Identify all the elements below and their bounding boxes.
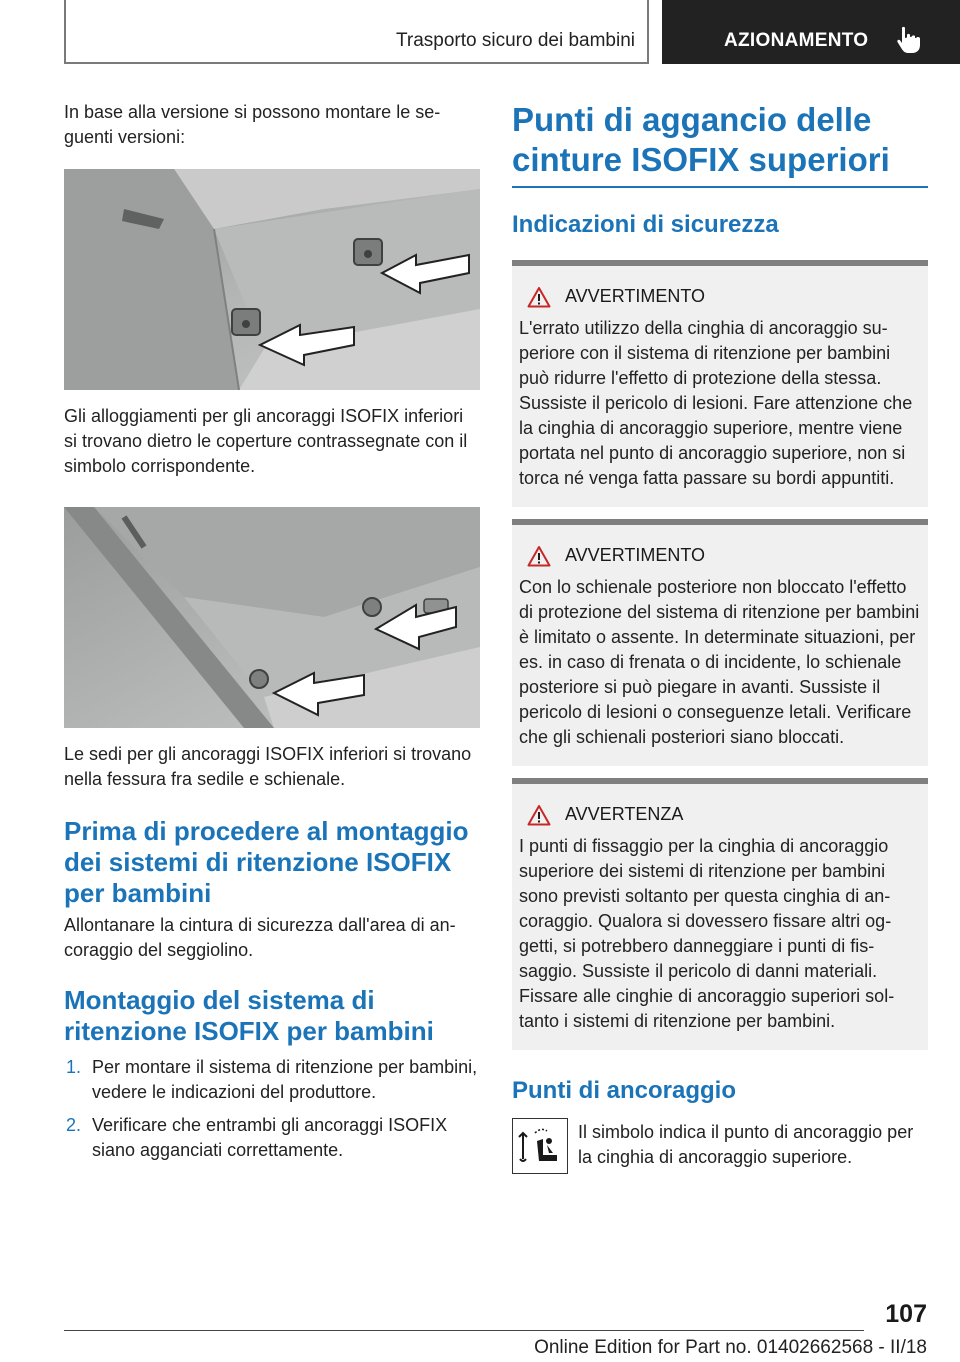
isofix-covers-photo [64, 169, 480, 390]
step-number: 2. [66, 1115, 82, 1135]
warning-label: AVVERTIMENTO [565, 545, 706, 565]
left-column [64, 100, 480, 1171]
isofix-gap-photo [64, 507, 480, 728]
isofix-anchor-symbol-icon [512, 1118, 568, 1174]
notice-label: AVVERTENZA [565, 804, 684, 824]
edition-note: Online Edition for Part no. 01402662568 - II/18 [534, 1337, 927, 1358]
intro-paragraph: In base alla versione si possono montare le seguenti versioni: [64, 102, 441, 147]
page-title: Punti di aggancio delle cinture ISOFIX superiori [512, 101, 890, 178]
warning-box [512, 519, 928, 766]
step-item [64, 1055, 480, 1105]
step-item [64, 1113, 480, 1163]
warning-title [527, 545, 921, 567]
warning-text: Con lo schienale posteriore non bloccato l'effetto di protezione del sistema di ritenzione per bambini è limitato o assente. In determinate situazioni, per es. in caso di frenata o di incidente, lo schienale posteriore si può piegare in avanti. Sussiste il pericolo di lesioni o conseguenze letali. Verificare che gli schienali posteriori siano bloccati. [519, 576, 920, 747]
pointing-hand-icon [896, 26, 922, 54]
caption-covers: Gli alloggiamenti per gli ancoraggi ISOFIX inferiori si trovano dietro le coperture contrassegnate con il simbolo corrispondente. [64, 406, 468, 476]
page-header [0, 0, 960, 66]
warning-text: L'errato utilizzo della cinghia di ancoraggio superiore con il sistema di ritenzione per bambini può ridurre l'effetto di protezione della stessa. Sussiste il pericolo di lesioni. Fare attenzione che la cinghia di ancoraggio superiore, mentre viene portata nel punto di ancoraggio superiore, non si torca né venga fatta passare su bordi appuntiti. [519, 317, 913, 488]
notice-title [527, 804, 921, 826]
warning-title [527, 286, 921, 308]
caption-gap: Le sedi per gli ancoraggi ISOFIX inferiori si trovano nella fessura fra sedile e schienale. [64, 744, 472, 789]
step-text: Verificare che entrambi gli ancoraggi ISOFIX siano agganciati correttamente. [92, 1115, 448, 1160]
section-tab [64, 0, 649, 64]
warning-triangle-icon [527, 545, 551, 567]
section-title: Trasporto sicuro dei bambini [395, 30, 635, 51]
mounting-steps [64, 1055, 480, 1163]
chapter-title: AZIONAMENTO [724, 30, 869, 51]
step-number: 1. [66, 1057, 82, 1077]
warning-box [512, 260, 928, 507]
heading-before-mounting: Prima di procedere al montaggio dei sistemi di ritenzione ISOFIX per bambini [64, 816, 469, 908]
right-column [512, 100, 928, 1174]
warning-label: AVVERTIMENTO [565, 286, 706, 306]
before-mounting-text: Allontanare la cintura di sicurezza dall'area di ancoraggio del seggiolino. [64, 915, 456, 960]
chapter-tab [662, 0, 960, 64]
title-rule [512, 186, 928, 188]
notice-text: I punti di fissaggio per la cinghia di ancoraggio superiore dei sistemi di ritenzione per bambini sono previsti soltanto per questa cinghia di ancoraggio. Qualora si dovessero fissare altri oggetti, si potrebbero danneggiare i punti di fissaggio. Sussiste il pericolo di danni materiali. Fissare alle cinghie di ancoraggio superiori soltanto i sistemi di ritenzione per bambini. [519, 835, 895, 1031]
footer-rule [64, 1330, 864, 1331]
anchor-symbol-row [512, 1118, 928, 1174]
notice-box [512, 778, 928, 1050]
anchor-description: Il simbolo indica il punto di ancoraggio per la cinghia di ancoraggio superiore. [578, 1121, 914, 1167]
anchor-heading: Punti di ancoraggio [512, 1076, 737, 1104]
heading-mounting: Montaggio del sistema di ritenzione ISOFIX per bambini [64, 985, 434, 1046]
warning-triangle-icon [527, 804, 551, 826]
safety-heading: Indicazioni di sicurezza [512, 210, 779, 238]
page-number: 107 [885, 1300, 927, 1328]
warning-triangle-icon [527, 286, 551, 308]
step-text: Per montare il sistema di ritenzione per bambini, vedere le indicazioni del produttore. [92, 1057, 478, 1102]
